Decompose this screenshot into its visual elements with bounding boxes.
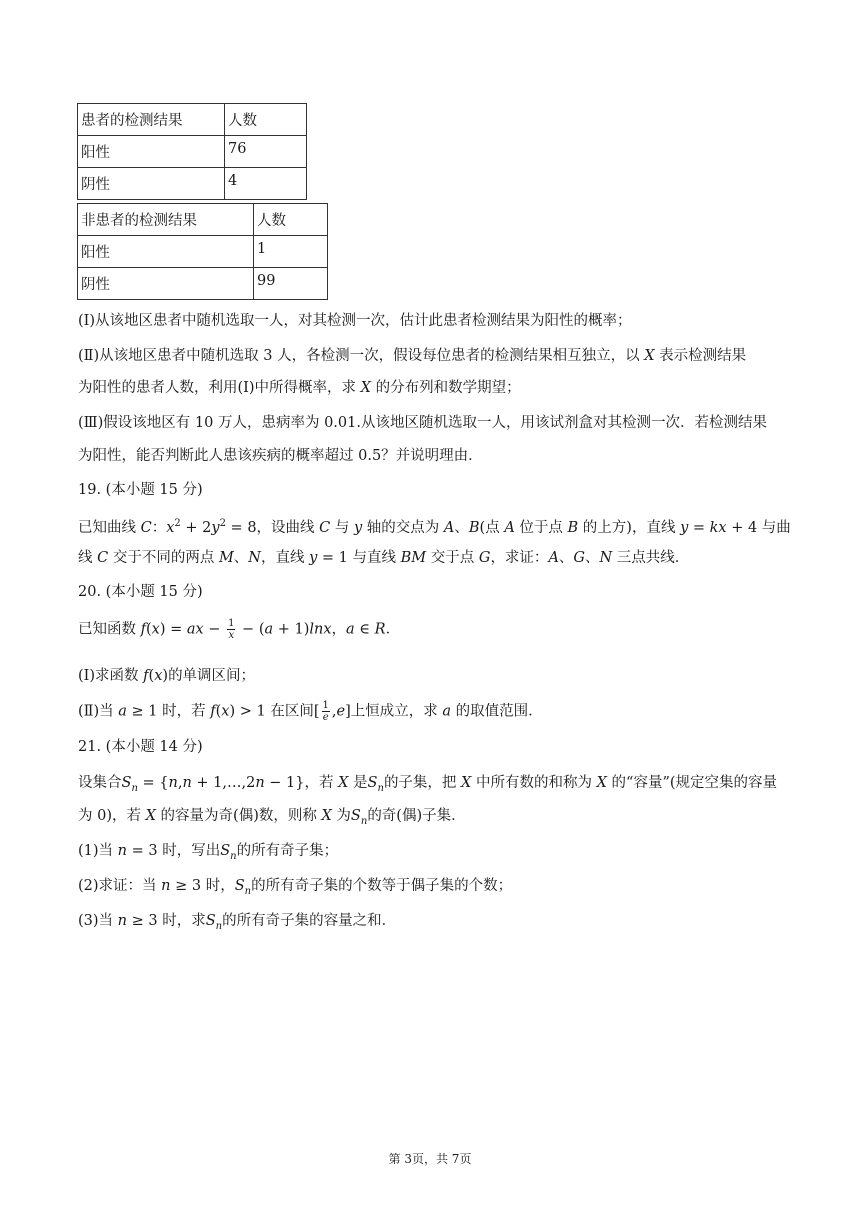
patient-result-table <box>77 103 307 200</box>
text: ： <box>151 519 167 536</box>
q19-line2: 线 C 交于不同的两点 M、N，直线 y = 1 与直线 BM 交于点 G，求证：A、G、N 三点共线． <box>78 550 690 566</box>
text: (Ⅱ)当 <box>78 703 119 720</box>
q19-title <box>78 480 203 500</box>
q18-part3-line2 <box>78 446 483 466</box>
q21-line5: (3)当 n ≥ 3 时，求$S_n$的所有奇子集的容量之和． <box>78 913 397 932</box>
table-row <box>78 204 328 236</box>
text: (Ⅰ)从该地区患者中随机选取一人，对其检测一次，估计此患者检测结果为阳性的概率； <box>78 313 632 329</box>
text: 与直线 <box>347 550 401 566</box>
table-cell: 99 <box>254 268 328 300</box>
text: (3)当 <box>78 913 118 929</box>
text: (Ⅲ)假设该地区有 10 万人，患病率为 0.01.从该地区随机选取一人，用该试剂盒对其检测一次．若检测结果 <box>78 415 767 431</box>
text: 三点共线． <box>612 550 690 566</box>
text: 为阳性的患者人数，利用(Ⅰ)中所得概率，求 <box>78 380 361 396</box>
text: 的单调区间； <box>168 668 256 684</box>
table-cell: 阴性 <box>78 268 254 300</box>
text: 的上方)，直线 <box>578 519 681 536</box>
text: (Ⅰ)求函数 <box>78 668 144 684</box>
text: 设集合 <box>78 775 122 791</box>
text: 的所有奇子集的容量之和． <box>222 913 397 929</box>
table-row <box>78 136 307 168</box>
table-row <box>78 236 328 268</box>
non-patient-result-table <box>77 203 328 300</box>
text: 与 <box>330 519 354 536</box>
text: ，若 <box>304 775 339 791</box>
text: ． <box>385 621 401 638</box>
text: (点 <box>479 519 505 536</box>
text: ，设曲线 <box>256 519 320 536</box>
table-cell: 患者的检测结果 <box>78 104 225 136</box>
text: 位于点 <box>514 519 568 536</box>
text: 的取值范围． <box>451 703 543 720</box>
text: 已知函数 <box>78 621 141 638</box>
table-row <box>78 268 328 300</box>
text: 时，求 <box>157 913 206 929</box>
text: 在区间 <box>265 703 314 720</box>
table-row <box>78 104 307 136</box>
text: 的所有奇子集的个数等于偶子集的个数； <box>251 878 513 894</box>
q19-line1: 已知曲线 C：$x^2 + 2y^2 = 8$，设曲线 C 与 y 轴的交点为 A、B(点 A 位于点 B 的上方)，直线 y = kx + 4 与曲 <box>78 518 791 536</box>
text: 时， <box>201 878 235 894</box>
q21-line1: 设集合$S_n = \{n,n$ + 1,…,2n − 1}，若 X 是$S_n$的子集，把 X 中所有数的和称为 X 的“容量”(规定空集的容量 <box>78 775 778 794</box>
table-cell: 阳性 <box>78 236 254 268</box>
text: 的“容量”(规定空集的容量 <box>606 775 778 791</box>
text: 交于不同的两点 <box>108 550 219 566</box>
table-cell: 4 <box>225 168 307 200</box>
q20-line1: 已知函数 f(x) = ax − $\frac{1}{x}$ − (a + 1)lnx，a ∈ R． <box>78 618 401 641</box>
text: 的所有奇子集； <box>236 843 339 859</box>
text: 19. (本小题 15 分) <box>78 482 203 498</box>
q20-line3: (Ⅱ)当 a ≥ 1 时，若 f(x) > 1 在区间[ $\frac{1}{e}$ ,e]上恒成立，求 a 的取值范围． <box>78 700 543 723</box>
q21-line2: 为 0)，若 X 的容量为奇(偶)数，则称 X 为$S_n$的奇(偶)子集． <box>78 808 466 827</box>
text: 交于点 <box>426 550 479 566</box>
q21-line3: (1)当 n = 3 时，写出$S_n$的所有奇子集； <box>78 843 339 862</box>
text: 的奇(偶)子集． <box>367 808 466 824</box>
text: ，直线 <box>260 550 310 566</box>
text: 21. (本小题 14 分) <box>78 739 203 755</box>
text: 时，写出 <box>157 843 221 859</box>
text: 为阳性，能否判断此人患该疾病的概率超过 0.5？并说明理由． <box>78 448 483 464</box>
q18-part2-line1: (Ⅱ)从该地区患者中随机选取 3 人，各检测一次，假设每位患者的检测结果相互独立，以 X 表示检测结果 <box>78 348 747 364</box>
table-cell: 1 <box>254 236 328 268</box>
text: 已知曲线 <box>78 519 141 536</box>
text: 时，若 <box>157 703 211 720</box>
q20-line2: (Ⅰ)求函数 f(x)的单调区间； <box>78 668 256 684</box>
q18-part1 <box>78 311 632 331</box>
q18-part2-line2: 为阳性的患者人数，利用(Ⅰ)中所得概率，求 X 的分布列和数学期望； <box>78 380 521 396</box>
text: 上恒成立，求 <box>350 703 443 720</box>
page-footer: 第 3页，共 7页 <box>388 1152 472 1166</box>
table-cell: 人数 <box>225 104 307 136</box>
text: (1)当 <box>78 843 118 859</box>
table-cell: 76 <box>225 136 307 168</box>
text: 20. (本小题 15 分) <box>78 584 203 600</box>
text: ，求证： <box>490 550 549 566</box>
table-cell: 非患者的检测结果 <box>78 204 254 236</box>
text: 为 <box>331 808 351 824</box>
table-cell: 人数 <box>254 204 328 236</box>
text: 为 0)，若 <box>78 808 146 824</box>
table-cell: 阳性 <box>78 136 225 168</box>
text: 的子集，把 <box>383 775 462 791</box>
table-cell: 阴性 <box>78 168 225 200</box>
q21-line4: (2)求证：当 n ≥ 3 时，$S_n$的所有奇子集的个数等于偶子集的个数； <box>78 878 513 897</box>
text: 中所有数的和称为 <box>471 775 597 791</box>
text: (2)求证：当 <box>78 878 162 894</box>
q21-title <box>78 737 203 757</box>
text: 线 <box>78 550 98 566</box>
q20-title <box>78 582 203 602</box>
text: 与曲 <box>757 519 791 536</box>
text: 表示检测结果 <box>654 348 747 364</box>
q18-part3-line1 <box>78 413 767 433</box>
text: 是 <box>348 775 368 791</box>
text: 的分布列和数学期望； <box>370 380 521 396</box>
table-row <box>78 168 307 200</box>
text: 的容量为奇(偶)数，则称 <box>155 808 322 824</box>
text: 轴的交点为 <box>362 519 444 536</box>
text: (Ⅱ)从该地区患者中随机选取 3 人，各检测一次，假设每位患者的检测结果相互独立，以 <box>78 348 645 364</box>
